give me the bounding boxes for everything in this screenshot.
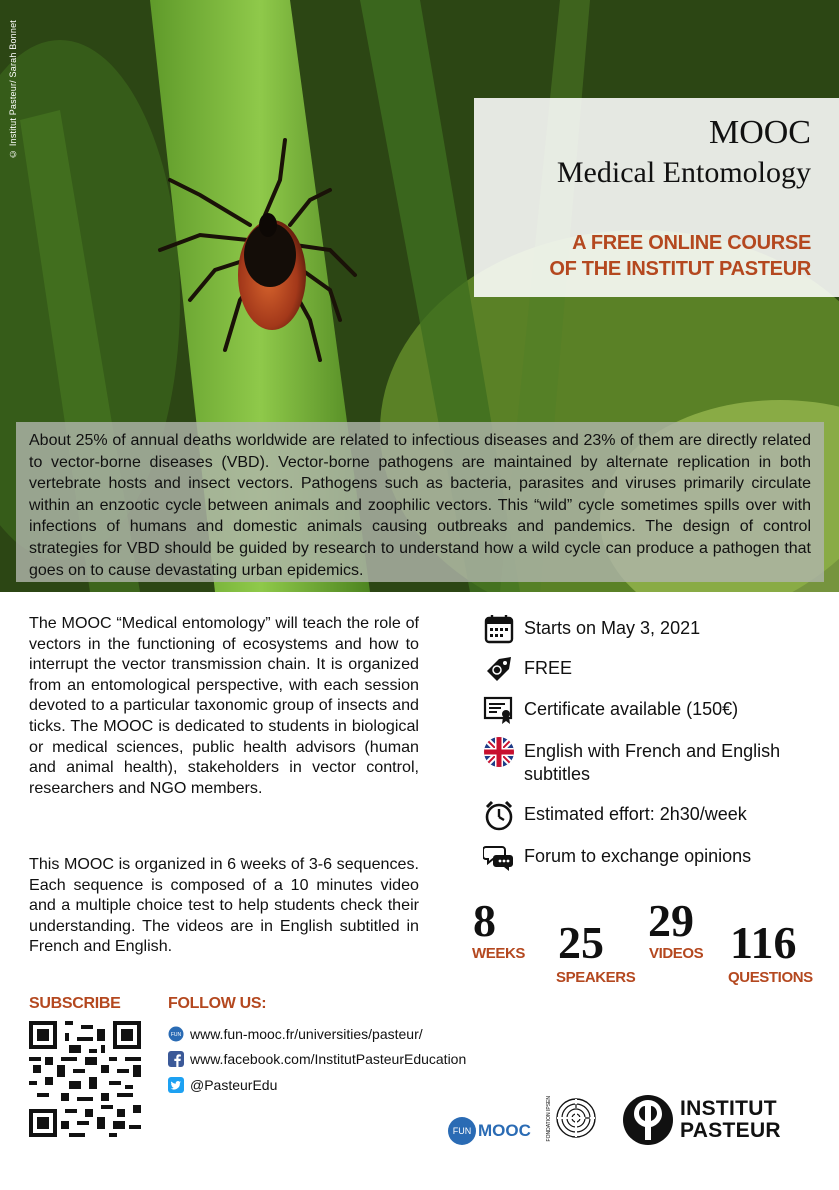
link-facebook-text[interactable]: www.facebook.com/InstitutPasteurEducation bbox=[190, 1051, 467, 1067]
course-title: Medical Entomology bbox=[556, 156, 811, 189]
hero-photo bbox=[0, 0, 839, 592]
follow-heading: FOLLOW US: bbox=[168, 995, 267, 1012]
stat-questions-label: QUESTIONS bbox=[728, 969, 813, 986]
uk-flag-icon bbox=[482, 735, 516, 769]
info-price bbox=[482, 652, 572, 686]
link-fun-mooc-text[interactable]: www.fun-mooc.fr/universities/pasteur/ bbox=[190, 1026, 423, 1042]
info-forum bbox=[482, 840, 751, 874]
stat-weeks-label: WEEKS bbox=[472, 945, 526, 962]
photo-credit: © Institut Pasteur/ Sarah Bonnet bbox=[8, 20, 18, 159]
stat-questions-value: 116 bbox=[730, 917, 797, 968]
structure-paragraph: This MOOC is organized in 6 weeks of 3-6 sequences. Each sequence is composed of a 10 minutes video and a multiple choice test to help students check their understanding. The videos are in English subtitled in French and English. bbox=[29, 855, 419, 956]
title-box bbox=[474, 98, 839, 297]
info-certificate-text: Certificate available (150€) bbox=[524, 699, 739, 719]
intro-box bbox=[16, 422, 824, 582]
info-language bbox=[482, 735, 820, 786]
fun-mooc-logo bbox=[448, 1117, 531, 1145]
link-twitter[interactable] bbox=[168, 1077, 277, 1093]
info-language-text: English with French and English subtitles bbox=[524, 741, 781, 784]
fun-icon bbox=[168, 1026, 184, 1042]
info-price-text: FREE bbox=[524, 658, 573, 678]
intro-text: About 25% of annual deaths worldwide are related to infectious diseases and 23% of them are directly related to vector-borne diseases (VBD). Vector-borne pathogens are maintained by alternate replication in both vertebrate hosts and insect vectors. Pathogens such as bacteria, parasites and viruses primarily circulate within an enzootic cycle between animals and zoophilic vectors. This “wild” cycle sometimes spills over with infections of humans and domestic animals causing outbreaks and pandemics. The design of control strategies for VBD should be guided by research to understand how a wild cycle can produce a pathogen that goes on to cause devastating urban epidemics. bbox=[29, 432, 811, 579]
twitter-icon bbox=[168, 1077, 184, 1093]
facebook-icon bbox=[168, 1051, 184, 1067]
link-twitter-text[interactable]: @PasteurEdu bbox=[190, 1077, 278, 1093]
pasteur-wordmark-line-1: INSTITUT bbox=[680, 1097, 777, 1120]
stopwatch-icon bbox=[482, 798, 516, 832]
stat-weeks-value: 8 bbox=[473, 895, 496, 946]
info-start-date bbox=[482, 612, 700, 646]
link-facebook[interactable] bbox=[168, 1051, 466, 1067]
institut-pasteur-logo bbox=[622, 1094, 781, 1146]
info-certificate bbox=[482, 693, 738, 727]
info-effort-text: Estimated effort: 2h30/week bbox=[524, 804, 747, 824]
stat-videos-label: VIDEOS bbox=[649, 945, 704, 962]
tagline-line-2: OF THE INSTITUT PASTEUR bbox=[549, 258, 811, 280]
subscribe-heading: SUBSCRIBE bbox=[29, 995, 121, 1012]
info-effort bbox=[482, 798, 747, 832]
ipsen-foundation-logo bbox=[546, 1090, 603, 1146]
certificate-icon bbox=[482, 693, 516, 727]
price-tag-icon bbox=[482, 652, 516, 686]
info-forum-text: Forum to exchange opinions bbox=[524, 846, 752, 866]
svg-text:FUN: FUN bbox=[170, 1032, 182, 1038]
institut-pasteur-emblem bbox=[622, 1094, 674, 1146]
pasteur-wordmark-line-2: PASTEUR bbox=[680, 1119, 781, 1142]
fun-mooc-wordmark: MOOC bbox=[478, 1121, 531, 1140]
stat-videos-value: 29 bbox=[648, 895, 694, 946]
link-fun-mooc[interactable] bbox=[168, 1026, 423, 1042]
stat-speakers-label: SPEAKERS bbox=[556, 969, 636, 986]
info-start-date-text: Starts on May 3, 2021 bbox=[524, 618, 701, 638]
fun-badge: FUN bbox=[448, 1117, 476, 1145]
subscribe-qr-code[interactable] bbox=[29, 1021, 141, 1137]
tagline-line-1: A FREE ONLINE COURSE bbox=[572, 232, 811, 254]
forum-icon bbox=[482, 840, 516, 874]
calendar-icon bbox=[482, 612, 516, 646]
mooc-label: MOOC bbox=[708, 114, 811, 151]
ipsen-foundation-text: FONDATION IPSEN bbox=[546, 1096, 552, 1142]
stat-speakers-value: 25 bbox=[558, 917, 604, 968]
description-paragraph: The MOOC “Medical entomology” will teach the role of vectors in the functioning of ecosystems and how to interrupt the vector transmission chain. It is organized from an entomological perspective, with each session devoted to a particular taxonomic group of insects and ticks. The MOOC is dedicated to students in biological or medical sciences, public health advisors (human and animal health), stakeholders in vector control, researchers and NGO members. bbox=[29, 614, 419, 797]
